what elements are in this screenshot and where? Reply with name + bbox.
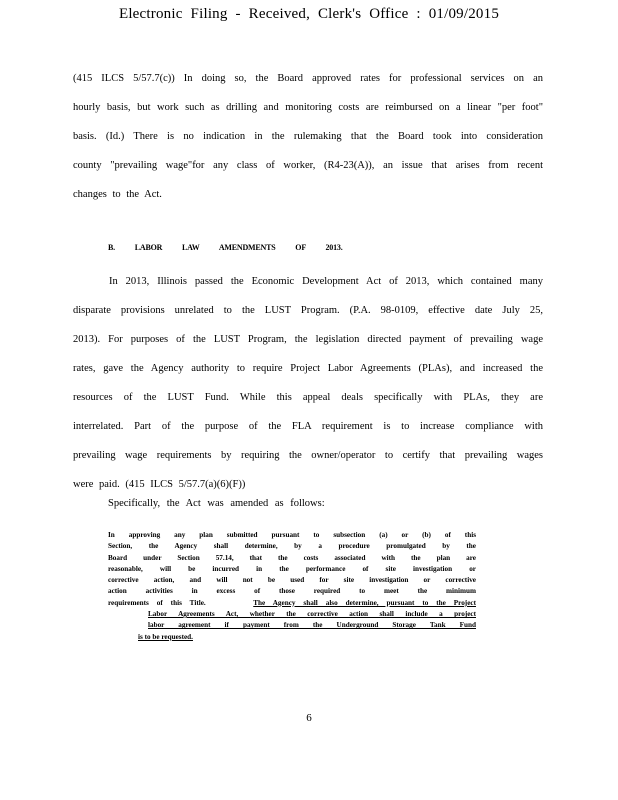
paragraph-line: prevailing wage requirements by requiring the owner/operator to certify that prevailing wages: [73, 450, 543, 461]
quote-line: reasonable, will be incurred in the performance of site investigation or: [108, 564, 476, 573]
section-heading: B. LABOR LAW AMENDMENTS OF 2013.: [108, 243, 343, 252]
paragraph-line: interrelated. Part of the purpose of the FLA requirement is to increase compliance with: [73, 421, 543, 432]
paragraph-line: (415 ILCS 5/57.7(c)) In doing so, the Board approved rates for professional services on an: [73, 73, 543, 84]
paragraph-line: were paid. (415 ILCS 5/57.7(a)(6)(F)): [73, 479, 246, 490]
quote-line-mixed: [108, 598, 476, 609]
paragraph-line: disparate provisions unrelated to the LUST Program. (P.A. 98-0109, effective date July 25,: [73, 305, 543, 316]
quote-line: corrective action, and will not be used for site investigation or corrective: [108, 576, 476, 585]
quote-line: Board under Section 57.14, that the costs associated with the plan are: [108, 553, 476, 562]
paragraph-line: In 2013, Illinois passed the Economic Development Act of 2013, which contained many: [109, 276, 543, 287]
quote-inserted-text: The Agency shall also determine, pursuant to the Project: [253, 598, 476, 607]
paragraph-line: hourly basis, but work such as drilling and monitoring costs are reimbursed on a linear "per foot": [73, 102, 543, 113]
paragraph-line: 2013). For purposes of the LUST Program, the legislation directed payment of prevailing wage: [73, 334, 543, 345]
paragraph-labor-law-amendments: [73, 267, 543, 499]
paragraph-line: county "prevailing wage"for any class of worker, (R4-23(A)), an issue that arises from recent: [73, 160, 543, 171]
statute-block-quote: [108, 530, 476, 643]
paragraph-prevailing-wage-background: [73, 64, 543, 209]
amendment-intro-line: Specifically, the Act was amended as follows:: [108, 498, 325, 509]
paragraph-line: rates, gave the Agency authority to require Project Labor Agreements (PLAs), and increased the: [73, 363, 543, 374]
paragraph-line: resources of the LUST Fund. While this appeal deals specifically with PLAs, they are: [73, 392, 543, 403]
quote-line: action activities in excess of those required to meet the minimum: [108, 587, 476, 596]
quote-line: Section, the Agency shall determine, by a procedure promulgated by the: [108, 542, 476, 551]
filing-stamp-header: Electronic Filing - Received, Clerk's Office : 01/09/2015: [118, 6, 500, 22]
quote-inserted-line: labor agreement if payment from the Underground Storage Tank Fund: [148, 621, 476, 630]
quote-inserted-line: is to be requested.: [138, 632, 193, 641]
quote-line-plain-part: requirements of this Title.: [108, 598, 206, 607]
paragraph-line: changes to the Act.: [73, 189, 162, 200]
quote-inserted-line: Labor Agreements Act, whether the corrective action shall include a project: [148, 610, 476, 619]
page-number: 6: [306, 712, 312, 724]
quote-line: In approving any plan submitted pursuant to subsection (a) or (b) of this: [108, 531, 476, 539]
paragraph-line: basis. (Id.) There is no indication in the rulemaking that the Board took into consideration: [73, 131, 543, 142]
